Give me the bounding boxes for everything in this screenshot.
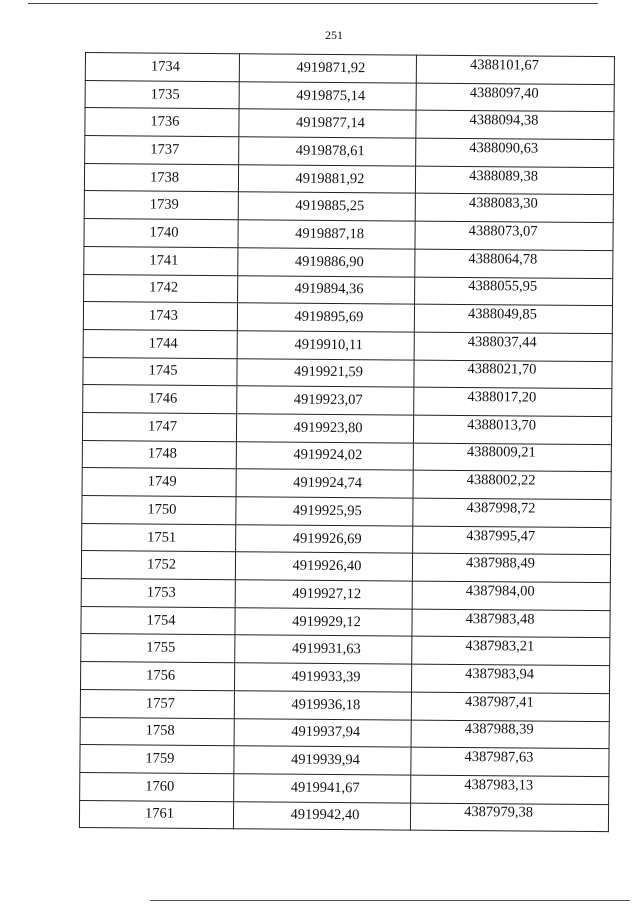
point-number-cell — [80, 717, 234, 746]
x-coordinate-cell — [233, 801, 410, 830]
x-coordinate-cell — [238, 220, 415, 249]
table-row — [85, 53, 614, 85]
y-coordinate-cell — [416, 138, 614, 167]
top-scan-edge — [28, 3, 598, 4]
cell-text: 1738 — [149, 169, 180, 186]
y-coordinate-cell — [416, 55, 614, 84]
cell-text: 4388021,70 — [467, 361, 537, 378]
cell-text: 1761 — [144, 805, 175, 823]
point-number-cell — [81, 606, 235, 635]
point-number-cell — [85, 53, 239, 82]
y-coordinate-cell — [411, 664, 609, 693]
cell-text: 1748 — [147, 445, 177, 463]
point-number-cell — [84, 274, 238, 303]
cell-text: 4387987,63 — [464, 749, 534, 766]
cell-text: 4919939,94 — [290, 751, 360, 769]
cell-text: 4919881,92 — [295, 170, 365, 187]
cell-text: 4387995,47 — [466, 527, 536, 545]
cell-text: 4919942,40 — [290, 807, 360, 824]
x-coordinate-cell — [235, 552, 412, 581]
cell-text: 4388101,67 — [469, 56, 539, 74]
y-coordinate-cell — [414, 332, 612, 361]
cell-text: 4388017,20 — [467, 389, 537, 406]
cell-text: 1753 — [146, 584, 176, 601]
cell-text: 4919931,63 — [291, 640, 361, 658]
cell-text: 4919871,92 — [296, 59, 366, 77]
table-row — [85, 80, 614, 112]
x-coordinate-cell — [237, 303, 414, 332]
x-coordinate-cell — [238, 164, 415, 193]
cell-text: 4387979,38 — [464, 804, 534, 821]
cell-text: 1760 — [145, 778, 175, 795]
table-row — [82, 495, 611, 527]
cell-text: 4388083,30 — [468, 195, 538, 212]
point-number-cell — [83, 302, 237, 331]
cell-text: 1743 — [148, 307, 178, 324]
cell-text: 4919937,94 — [291, 723, 361, 741]
table-row — [82, 468, 611, 500]
table-row — [82, 412, 611, 444]
point-number-cell — [81, 579, 235, 608]
cell-text: 4919923,07 — [293, 391, 363, 409]
cell-text: 1752 — [146, 556, 177, 573]
cell-text: 1759 — [145, 750, 175, 767]
x-coordinate-cell — [236, 414, 413, 443]
x-coordinate-cell — [236, 441, 413, 470]
y-coordinate-cell — [413, 415, 611, 444]
coordinate-table-body — [79, 53, 614, 832]
cell-text: 1750 — [147, 501, 177, 518]
cell-text: 4388089,38 — [469, 167, 539, 185]
table-row — [80, 662, 609, 694]
page-number: 251 — [325, 28, 343, 42]
y-coordinate-cell — [415, 194, 613, 223]
x-coordinate-cell — [237, 386, 414, 415]
table-row — [80, 689, 609, 721]
cell-text: 1749 — [147, 473, 177, 490]
cell-text: 4388097,40 — [469, 84, 539, 102]
point-number-cell — [85, 108, 239, 137]
point-number-cell — [80, 662, 234, 691]
table-row — [80, 745, 609, 777]
y-coordinate-cell — [411, 775, 609, 804]
table-row — [83, 302, 612, 334]
point-number-cell — [82, 523, 236, 552]
cell-text: 4387998,72 — [466, 499, 536, 517]
x-coordinate-cell — [236, 524, 413, 553]
y-coordinate-cell — [413, 498, 611, 527]
point-number-cell — [82, 440, 236, 469]
y-coordinate-cell — [414, 304, 612, 333]
cell-text: 4919924,02 — [293, 447, 363, 464]
point-number-cell — [84, 219, 238, 248]
cell-text: 1736 — [150, 113, 180, 130]
cell-text: 4919887,18 — [295, 225, 365, 243]
point-number-cell — [84, 191, 238, 220]
y-coordinate-cell — [415, 166, 613, 195]
point-number-cell — [83, 385, 237, 414]
point-number-cell — [84, 163, 238, 192]
point-number-cell — [80, 689, 234, 718]
y-coordinate-cell — [414, 360, 612, 389]
point-number-cell — [79, 800, 233, 829]
y-coordinate-cell — [412, 609, 610, 638]
cell-text: 4919926,40 — [292, 557, 362, 575]
table-row — [84, 246, 613, 278]
cell-text: 1734 — [150, 58, 180, 75]
x-coordinate-cell — [238, 275, 415, 304]
x-coordinate-cell — [234, 718, 411, 747]
x-coordinate-cell — [235, 635, 412, 664]
table-row — [81, 606, 610, 638]
cell-text: 4919929,12 — [292, 613, 362, 630]
cell-text: 4387983,21 — [465, 638, 535, 655]
cell-text: 1741 — [149, 252, 179, 269]
y-coordinate-cell — [411, 747, 609, 776]
x-coordinate-cell — [234, 746, 411, 775]
y-coordinate-cell — [412, 637, 610, 666]
cell-text: 4387983,94 — [465, 665, 535, 683]
cell-text: 4388037,44 — [467, 333, 537, 351]
x-coordinate-cell — [236, 497, 413, 526]
cell-text: 4919924,74 — [293, 474, 363, 492]
y-coordinate-cell — [411, 720, 609, 749]
point-number-cell — [83, 329, 237, 358]
table-row — [84, 274, 613, 306]
cell-text: 4919927,12 — [292, 585, 362, 603]
table-row — [81, 634, 610, 666]
cell-text: 4388073,07 — [468, 222, 538, 240]
cell-text: 1755 — [146, 639, 176, 657]
point-number-cell — [83, 357, 237, 386]
point-number-cell — [82, 468, 236, 497]
x-coordinate-cell — [239, 54, 416, 83]
x-coordinate-cell — [238, 192, 415, 221]
x-coordinate-cell — [239, 81, 416, 110]
cell-text: 4388002,22 — [466, 472, 536, 489]
cell-text: 1756 — [146, 667, 176, 684]
cell-text: 1740 — [149, 224, 179, 241]
cell-text: 4388064,78 — [468, 250, 538, 268]
x-coordinate-cell — [237, 358, 414, 387]
y-coordinate-cell — [413, 470, 611, 499]
cell-text: 4387984,00 — [465, 582, 535, 600]
cell-text: 4387983,48 — [465, 610, 535, 628]
point-number-cell — [81, 634, 235, 663]
cell-text: 4919936,18 — [291, 696, 361, 713]
cell-text: 4919894,36 — [294, 280, 364, 298]
cell-text: 4919875,14 — [296, 87, 366, 104]
cell-text: 4919933,39 — [291, 668, 361, 686]
cell-text: 1744 — [148, 335, 178, 352]
cell-text: 1737 — [150, 141, 180, 158]
table-row — [83, 385, 612, 417]
cell-text: 4388013,70 — [467, 416, 537, 434]
y-coordinate-cell — [415, 277, 613, 306]
table-row — [80, 717, 609, 749]
cell-text: 4919895,69 — [294, 308, 364, 326]
cell-text: 4387983,13 — [464, 776, 534, 794]
cell-text: 4387987,41 — [464, 693, 534, 711]
x-coordinate-cell — [238, 248, 415, 277]
cell-text: 4919886,90 — [294, 253, 364, 270]
y-coordinate-cell — [414, 387, 612, 416]
cell-text: 4388055,95 — [468, 278, 538, 295]
cell-text: 4919923,80 — [293, 419, 363, 436]
cell-text: 4919910,11 — [294, 336, 363, 353]
y-coordinate-cell — [415, 221, 613, 250]
y-coordinate-cell — [412, 581, 610, 610]
cell-text: 4919921,59 — [293, 364, 363, 381]
cell-text: 1751 — [147, 529, 177, 546]
cell-text: 4388009,21 — [466, 444, 536, 462]
point-number-cell — [82, 412, 236, 441]
bottom-scan-edge — [150, 900, 630, 901]
x-coordinate-cell — [235, 607, 412, 636]
cell-text: 1757 — [145, 695, 175, 712]
cell-text: 4919877,14 — [295, 114, 365, 132]
coordinate-table — [79, 52, 615, 832]
table-row — [83, 357, 612, 389]
x-coordinate-cell — [234, 663, 411, 692]
x-coordinate-cell — [239, 137, 416, 166]
cell-text: 4919926,69 — [292, 530, 362, 547]
y-coordinate-cell — [411, 692, 609, 721]
y-coordinate-cell — [416, 83, 614, 112]
y-coordinate-cell — [415, 249, 613, 278]
cell-text: 1735 — [150, 86, 180, 103]
point-number-cell — [85, 80, 239, 109]
x-coordinate-cell — [234, 774, 411, 803]
y-coordinate-cell — [413, 443, 611, 472]
cell-text: 1742 — [149, 279, 179, 297]
y-coordinate-cell — [412, 553, 610, 582]
cell-text: 4919925,95 — [292, 502, 362, 520]
x-coordinate-cell — [234, 691, 411, 720]
table-row — [82, 523, 611, 555]
cell-text: 1747 — [147, 418, 178, 435]
cell-text: 1745 — [148, 362, 178, 380]
cell-text: 4919941,67 — [290, 779, 360, 796]
point-number-cell — [82, 495, 236, 524]
x-coordinate-cell — [236, 469, 413, 498]
table-row — [83, 329, 612, 361]
cell-text: 4387988,49 — [465, 555, 535, 572]
table-row — [84, 191, 613, 223]
x-coordinate-cell — [235, 580, 412, 609]
table-row — [80, 772, 609, 804]
cell-text: 4387988,39 — [464, 721, 534, 738]
table-row — [81, 579, 610, 611]
cell-text: 1754 — [146, 612, 176, 629]
table-row — [84, 219, 613, 251]
table-row — [85, 136, 614, 168]
point-number-cell — [80, 745, 234, 774]
table-row — [84, 163, 613, 195]
point-number-cell — [85, 136, 239, 165]
cell-text: 1758 — [145, 722, 175, 740]
cell-text: 4919885,25 — [295, 197, 365, 215]
cell-text: 4388090,63 — [469, 139, 539, 157]
table-row — [79, 800, 608, 832]
x-coordinate-cell — [239, 109, 416, 138]
cell-text: 4919878,61 — [295, 142, 365, 160]
table-row — [82, 440, 611, 472]
point-number-cell — [81, 551, 235, 580]
y-coordinate-cell — [416, 110, 614, 139]
coordinate-table-wrapper — [79, 52, 585, 832]
table-row — [85, 108, 614, 140]
table-row — [81, 551, 610, 583]
x-coordinate-cell — [237, 331, 414, 360]
point-number-cell — [80, 772, 234, 801]
y-coordinate-cell — [413, 526, 611, 555]
cell-text: 1746 — [148, 390, 178, 407]
cell-text: 4388094,38 — [469, 112, 539, 129]
point-number-cell — [84, 246, 238, 275]
y-coordinate-cell — [410, 803, 608, 832]
cell-text: 4388049,85 — [467, 306, 537, 323]
cell-text: 1739 — [149, 196, 179, 214]
